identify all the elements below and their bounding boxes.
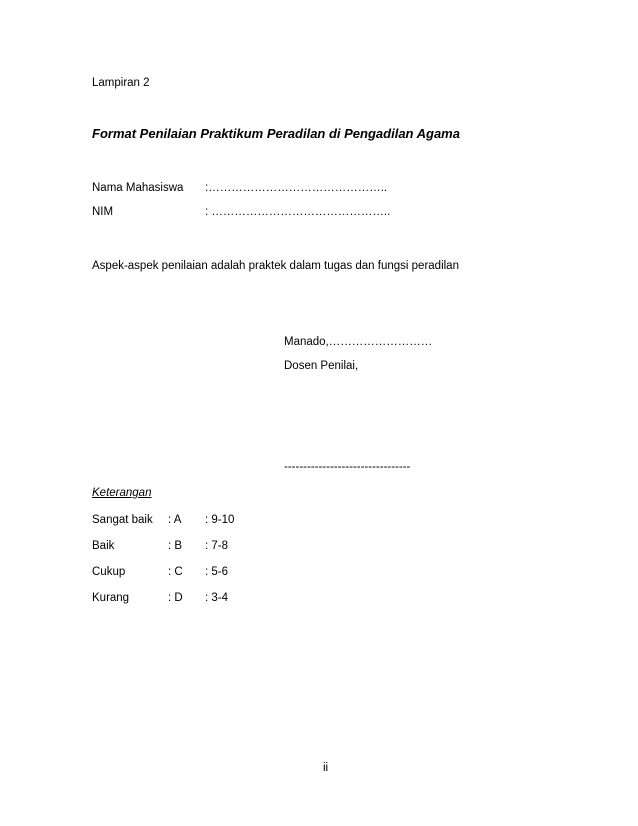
legend-row-grade: : A: [168, 514, 182, 526]
field-label-name: Nama Mahasiswa: [92, 182, 184, 194]
legend-row-range: : 9-10: [205, 514, 235, 526]
legend-row-range: : 3-4: [205, 592, 229, 604]
signature-role: Dosen Penilai,: [284, 360, 359, 372]
field-label-nim: NIM: [92, 206, 114, 218]
legend-row-label: Sangat baik: [92, 514, 153, 526]
legend-row-label: Kurang: [92, 592, 130, 604]
signature-place: Manado,………………………: [284, 336, 433, 348]
field-value-nim: : ………………………………………..: [205, 206, 391, 218]
aspect-text: Aspek-aspek penilaian adalah praktek dalam tugas dan fungsi peradilan: [92, 260, 459, 272]
page-number: ii: [323, 762, 329, 774]
legend-row-range: : 5-6: [205, 566, 229, 578]
page-title: Format Penilaian Praktikum Peradilan di Pengadilan Agama: [92, 126, 460, 141]
legend-title: Keterangan: [92, 487, 152, 499]
legend-row-label: Cukup: [92, 566, 126, 578]
legend-row-range: : 7-8: [205, 540, 229, 552]
legend-row-label: Baik: [92, 540, 115, 552]
signature-line: ---------------------------------: [284, 461, 411, 473]
legend-row-grade: : D: [168, 592, 183, 604]
legend-row-grade: : B: [168, 540, 183, 552]
appendix-label: Lampiran 2: [92, 77, 150, 89]
field-value-name: :………………………………………..: [205, 182, 388, 194]
legend-row-grade: : C: [168, 566, 183, 578]
